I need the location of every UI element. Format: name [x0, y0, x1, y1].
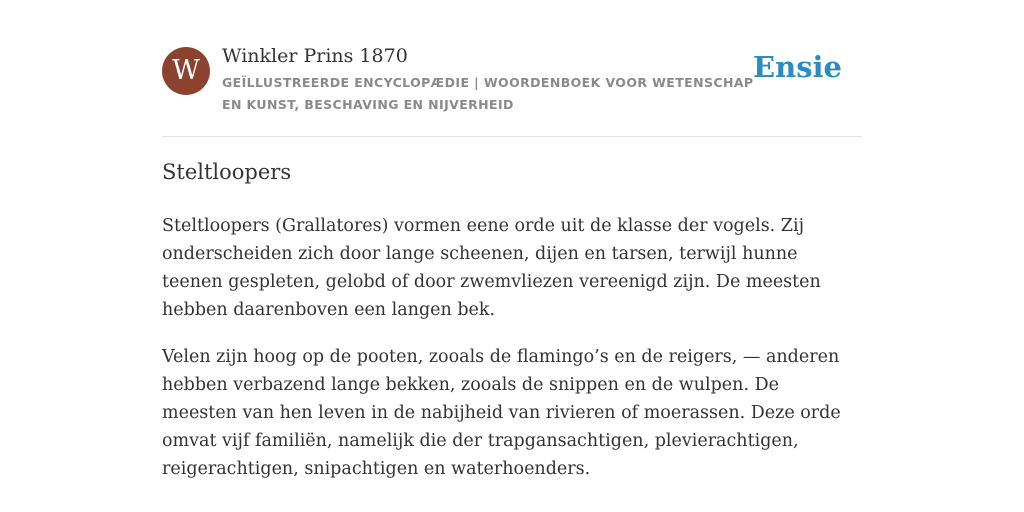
- source-header: [162, 44, 862, 137]
- source-title[interactable]: Winkler Prins 1870: [222, 45, 408, 67]
- source-avatar[interactable]: W: [162, 47, 210, 95]
- article-body: [162, 212, 852, 502]
- source-subtitle: GEÏLLUSTREERDE ENCYCLOPÆDIE | WOORDENBOEK VOOR WETENSCHAP EN KUNST, BESCHAVING EN NIJVERHEID: [222, 75, 754, 112]
- article-title: Steltloopers: [162, 160, 292, 184]
- article-paragraph: Steltloopers (Grallatores) vormen eene orde uit de klasse der vogels. Zij onderscheiden zich door lange scheenen, dijen en tarsen, terwijl hunne teenen gespleten, gelobd of door zwemvliezen vereenigd zijn. De meesten hebben daarenboven een langen bek.: [162, 216, 821, 320]
- ensie-logo-link[interactable]: Ensie: [753, 50, 842, 84]
- article-paragraph: Velen zijn hoog op de pooten, zooals de flamingo’s en de reigers, — anderen hebben verbazend lange bekken, zooals de snippen en de wulpen. De meesten van hen leven in de nabijheid van rivieren of moerassen. Deze orde omvat vijf familiën, namelijk die der trapgansachtigen, plevierachtigen, reigerachtigen, snipachtigen en waterhoenders.: [162, 347, 841, 479]
